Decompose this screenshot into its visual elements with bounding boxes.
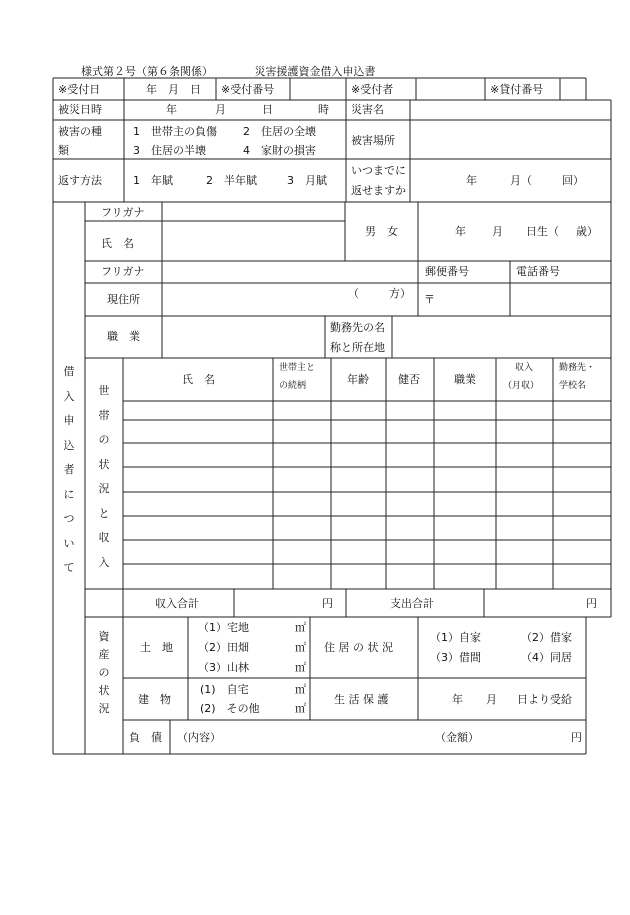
form-number: 様式第２号（第６条関係） xyxy=(81,65,213,78)
birth-year-unit: 年 xyxy=(455,225,466,238)
welfare-label: 生 活 保 護 xyxy=(334,693,389,706)
furigana-label: フリガナ xyxy=(101,206,145,219)
col-work-header-line1: 勤務先・ xyxy=(559,363,596,373)
housing-option-rent[interactable]: （2）借家 xyxy=(521,631,572,644)
building-label: 建 物 xyxy=(138,693,171,706)
address-paren-close: 方） xyxy=(389,287,411,300)
land-label: 土 地 xyxy=(140,641,173,654)
household-section-label: 世 帯 の 状 況 と 収 入 xyxy=(98,384,110,569)
repay-option-monthly[interactable]: 3 月賦 xyxy=(287,174,327,187)
until-when-label-line2: 返せますか xyxy=(351,184,406,197)
debt-yen: 円 xyxy=(571,731,582,744)
housing-option-own[interactable]: （1）自家 xyxy=(430,631,481,644)
postal-code-label: 郵便番号 xyxy=(425,265,469,278)
workplace-label-line2: 称と所在地 xyxy=(330,341,385,354)
occupation-label: 職 業 xyxy=(107,330,140,343)
land-option-forest[interactable]: （3）山林 xyxy=(198,661,249,674)
repay-month-unit: 月（ xyxy=(510,174,532,187)
disaster-year-unit: 年 xyxy=(166,103,177,116)
debt-amount-label: （金額） xyxy=(435,731,479,744)
housing-option-room[interactable]: （3）借間 xyxy=(430,651,481,664)
received-number-label: ※受付番号 xyxy=(221,83,275,96)
damage-option-injury[interactable]: 1 世帯主の負傷 xyxy=(133,125,217,138)
postal-mark: 〒 xyxy=(424,293,435,306)
repay-method-label: 返す方法 xyxy=(58,174,102,187)
until-when-label-line1: いつまでに xyxy=(351,164,406,177)
income-total-yen: 円 xyxy=(322,597,333,610)
col-name-header: 氏 名 xyxy=(182,373,215,386)
land-unit-m2-1: ㎡ xyxy=(295,621,306,634)
birth-month-unit: 月 xyxy=(492,225,503,238)
damage-option-half-collapse[interactable]: 3 住居の半壊 xyxy=(133,144,206,157)
workplace-label-line1: 勤務先の名 xyxy=(330,321,385,334)
applicant-section-label: 借 入 申 込 者 に つ い て xyxy=(63,365,75,574)
col-age-header: 年齢 xyxy=(347,373,369,386)
furigana2-label: フリガナ xyxy=(101,265,145,278)
address-paren-open: （ xyxy=(348,287,359,300)
damage-location-label: 被害場所 xyxy=(351,134,395,147)
disaster-month-unit: 月 xyxy=(215,103,226,116)
repay-option-annual[interactable]: 1 年賦 xyxy=(133,174,173,187)
disaster-hour-unit: 時 xyxy=(318,103,329,116)
repay-option-semiannual[interactable]: 2 半年賦 xyxy=(206,174,257,187)
gender-field[interactable]: 男 女 xyxy=(365,225,398,238)
phone-label: 電話番号 xyxy=(516,265,560,278)
col-income-header-line2: （月収） xyxy=(503,381,540,391)
housing-status-label: 住 居 の 状 況 xyxy=(324,641,393,654)
received-date-label: ※受付日 xyxy=(58,83,101,96)
disaster-datetime-label: 被災日時 xyxy=(58,103,102,116)
received-date-field[interactable]: 年 月 日 xyxy=(146,83,201,96)
welfare-month-unit: 月 xyxy=(486,693,497,706)
building-option-home[interactable]: (1) 自宅 xyxy=(200,683,249,696)
col-job-header: 職業 xyxy=(454,373,476,386)
repay-times-unit: 回） xyxy=(562,174,584,187)
col-relation-header-line2: の続柄 xyxy=(279,381,307,391)
income-total-label: 収入合計 xyxy=(155,597,199,610)
receiver-label: ※受付者 xyxy=(351,83,394,96)
building-option-other[interactable]: (2) その他 xyxy=(200,702,260,715)
damage-option-property[interactable]: 4 家財の損害 xyxy=(243,144,316,157)
welfare-year-unit: 年 xyxy=(452,693,463,706)
address-label: 現住所 xyxy=(107,293,140,306)
damage-type-label-line1: 被害の種 xyxy=(58,125,102,138)
damage-option-total-collapse[interactable]: 2 住居の全壊 xyxy=(243,125,316,138)
birth-day-unit: 日生（ xyxy=(526,225,559,238)
debt-label: 負 債 xyxy=(129,731,162,744)
col-relation-header-line1: 世帯主と xyxy=(279,363,316,373)
repay-year-unit: 年 xyxy=(466,174,477,187)
expense-total-yen: 円 xyxy=(586,597,597,610)
land-unit-m2-3: ㎡ xyxy=(295,661,306,674)
col-health-header: 健否 xyxy=(398,373,420,386)
age-unit: 歳） xyxy=(576,225,598,238)
housing-option-cohabit[interactable]: （4）同居 xyxy=(521,651,572,664)
loan-number-label: ※貸付番号 xyxy=(490,83,544,96)
welfare-from-label: 日より受給 xyxy=(517,693,572,706)
land-option-farmland[interactable]: （2）田畑 xyxy=(198,641,249,654)
assets-section-label: 資 産 の 状 況 xyxy=(98,630,110,715)
disaster-day-unit: 日 xyxy=(262,103,273,116)
form-title: 災害援護資金借入申込書 xyxy=(254,65,376,78)
disaster-name-label: 災害名 xyxy=(351,103,384,116)
building-unit-m2-1: ㎡ xyxy=(295,683,306,696)
damage-type-label-line2: 類 xyxy=(58,144,69,157)
expense-total-label: 支出合計 xyxy=(390,597,434,610)
debt-content-label: （内容） xyxy=(177,731,221,744)
land-option-residential[interactable]: （1）宅地 xyxy=(198,621,249,634)
col-income-header-line1: 収入 xyxy=(515,363,534,373)
land-unit-m2-2: ㎡ xyxy=(295,641,306,654)
col-work-header-line2: 学校名 xyxy=(559,381,587,391)
building-unit-m2-2: ㎡ xyxy=(295,702,306,715)
name-label: 氏 名 xyxy=(101,237,134,250)
